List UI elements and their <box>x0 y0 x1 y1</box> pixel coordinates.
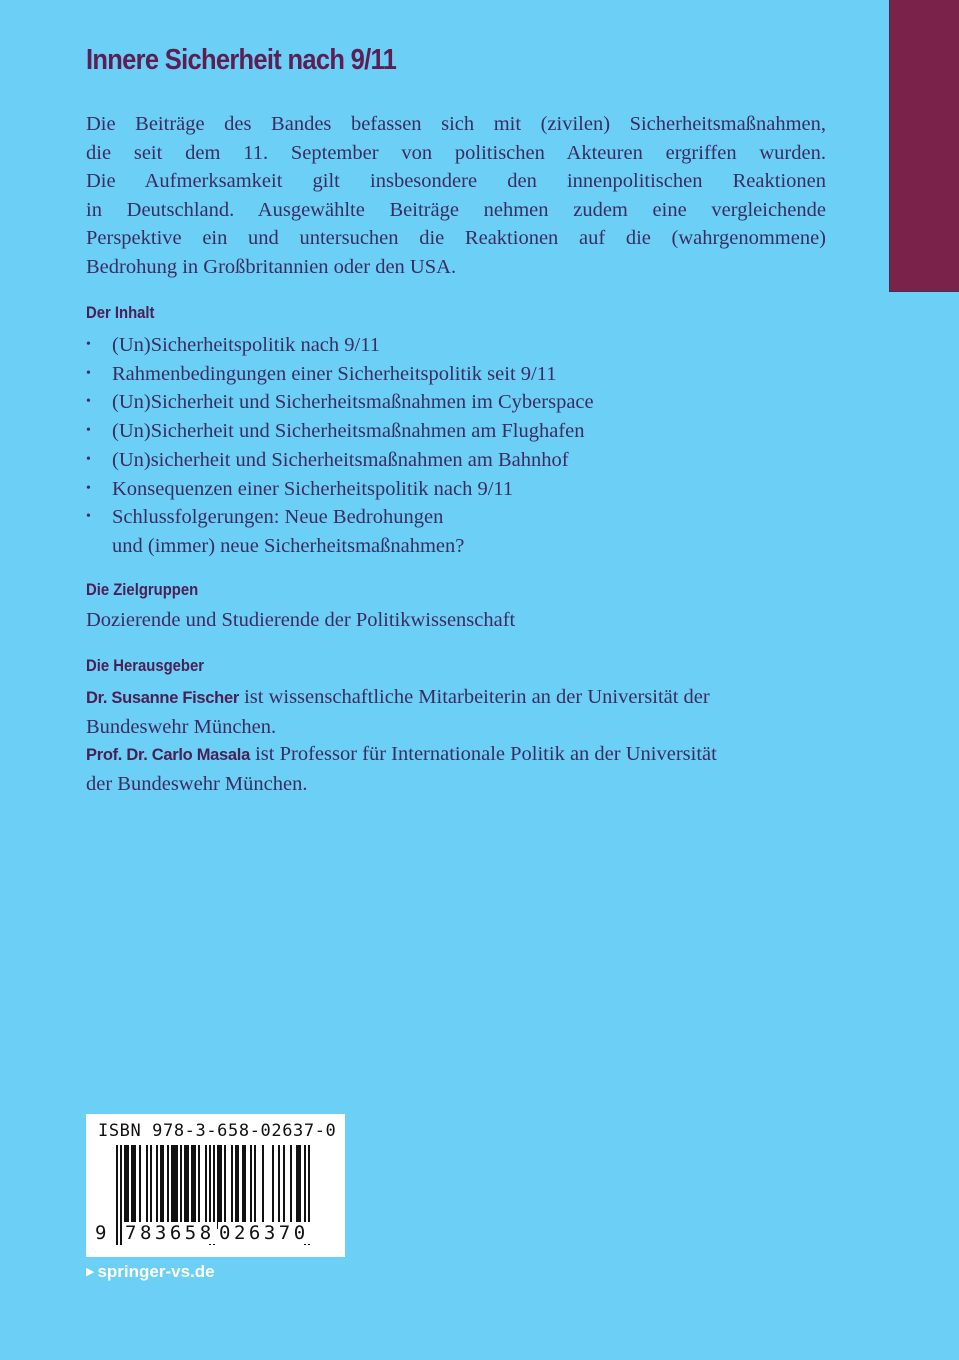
spine-color-stripe <box>889 0 959 292</box>
editor-entry: Prof. Dr. Carlo Masala ist Professor für Internationale Politik an der Universität der Bundeswehr München. <box>86 743 717 795</box>
contents-item: • Schlussfolgerungen: Neue Bedrohungen und (immer) neue Sicherheitsmaßnahmen? <box>86 503 594 560</box>
editor-entry: Dr. Susanne Fischer ist wissenschaftliche Mitarbeiterin an der Universität der Bundeswehr München. <box>86 686 710 738</box>
contents-item: • (Un)Sicherheit und Sicherheitsmaßnahmen im Cyberspace <box>86 388 594 417</box>
arrow-right-icon: ▶ <box>86 1266 95 1278</box>
contents-item: • (Un)sicherheit und Sicherheitsmaßnahmen am Bahnhof <box>86 446 594 475</box>
description-line: die seit dem 11. September von politischen Akteuren ergriffen wurden. <box>86 141 826 164</box>
publisher-url: springer-vs.de <box>97 1262 215 1281</box>
editors-heading: Die Herausgeber <box>86 657 205 675</box>
book-title: Innere Sicherheit nach 9/11 <box>86 44 397 76</box>
bullet-icon: • <box>86 337 91 352</box>
isbn-barcode: ISBN 978-3-658-02637-0 9 783658 026370 <box>86 1114 345 1257</box>
contents-item: • (Un)Sicherheit und Sicherheitsmaßnahmen am Flughafen <box>86 417 594 446</box>
contents-item: • Rahmenbedingungen einer Sicherheitspolitik seit 9/11 <box>86 360 594 389</box>
description-line: Die Beiträge des Bandes befassen sich mit (zivilen) Sicherheitsmaßnahmen, <box>86 113 826 135</box>
contents-heading: Der Inhalt <box>86 304 155 322</box>
contents-item: • (Un)Sicherheitspolitik nach 9/11 <box>86 331 594 360</box>
contents-item: • Konsequenzen einer Sicherheitspolitik nach 9/11 <box>86 475 594 504</box>
description-line: Bedrohung in Großbritannien oder den USA. <box>86 255 457 278</box>
bullet-icon: • <box>86 509 91 525</box>
audience-heading: Die Zielgruppen <box>86 581 199 599</box>
bullet-icon: • <box>86 480 91 496</box>
editor-name: Dr. Susanne Fischer <box>86 689 239 707</box>
editor-name: Prof. Dr. Carlo Masala <box>86 746 250 764</box>
description-line: in Deutschland. Ausgewählte Beiträge nehmen zudem eine vergleichende <box>86 198 826 221</box>
bullet-icon: • <box>86 423 91 439</box>
bullet-icon: • <box>86 394 91 410</box>
bullet-icon: • <box>86 365 91 381</box>
book-description <box>86 110 826 281</box>
audience-text: Dozierende und Studierende der Politikwissenschaft <box>86 609 516 631</box>
isbn-label: ISBN 978-3-658-02637-0 <box>98 1121 337 1141</box>
bullet-icon: • <box>86 451 91 467</box>
contents-list <box>86 331 594 561</box>
description-line: Die Aufmerksamkeit gilt insbesondere den innenpolitischen Reaktionen <box>86 170 826 192</box>
description-line: Perspektive ein und untersuchen die Reaktionen auf die (wahrgenommene) <box>86 227 826 249</box>
publisher-link[interactable] <box>86 1262 215 1282</box>
